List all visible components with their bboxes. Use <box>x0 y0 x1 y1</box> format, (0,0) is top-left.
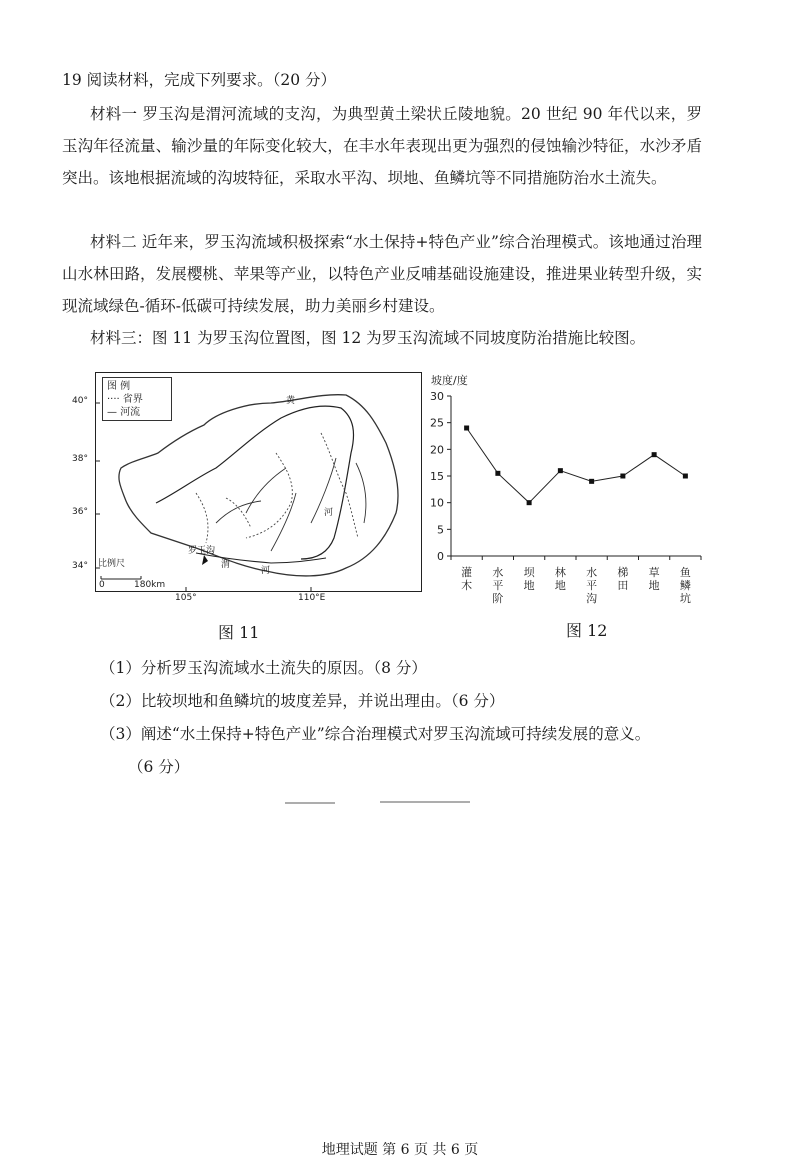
label-he2: 河 <box>261 566 271 576</box>
lon-110: 110°E <box>298 593 326 603</box>
label-wei: 渭 <box>221 560 231 570</box>
label-huang: 黄 <box>286 396 296 406</box>
map-legend <box>102 377 172 421</box>
scale-zero: 0 <box>99 580 105 590</box>
scale-km: 180km <box>134 580 166 590</box>
legend-title: 图 例 <box>107 381 131 392</box>
y-tick-label: 25 <box>430 416 444 430</box>
location-map <box>95 372 422 592</box>
y-tick-label: 10 <box>430 496 444 510</box>
x-tick-label: 坝地 <box>523 566 535 592</box>
sub-question-3-score: （6 分） <box>128 758 190 776</box>
x-tick-label: 鱼鳞坑 <box>679 566 691 605</box>
data-point <box>495 471 500 476</box>
y-tick-label: 5 <box>437 523 444 537</box>
lat-36: 36° <box>72 507 88 517</box>
chart-ylabel: 坡度/度 <box>431 374 468 387</box>
y-tick-label: 30 <box>430 390 444 403</box>
data-point <box>683 474 688 479</box>
question-title: 19 阅读材料，完成下列要求。（20 分） <box>62 71 337 89</box>
slope-chart <box>425 370 715 615</box>
divider-left <box>285 802 335 804</box>
lat-40: 40° <box>72 396 88 406</box>
scale-label: 比例尺 <box>98 559 126 569</box>
x-tick-label: 水平阶 <box>492 566 504 605</box>
x-tick-label: 草地 <box>648 566 660 592</box>
sub-question-3: （3）阐述“水土保持+特色产业”综合治理模式对罗玉沟流域可持续发展的意义。 <box>100 725 651 743</box>
material-3: 材料三：图 11 为罗玉沟位置图，图 12 为罗玉沟流域不同坡度防治措施比较图。 <box>90 329 646 347</box>
fig11-caption: 图 11 <box>218 623 260 642</box>
x-tick-label: 灌木 <box>461 566 473 592</box>
data-point <box>620 474 625 479</box>
y-tick-label: 15 <box>430 470 444 483</box>
label-he: 河 <box>324 508 334 518</box>
lat-34: 34° <box>72 561 88 571</box>
x-tick-label: 林地 <box>554 566 566 592</box>
label-luoyugou: 罗玉沟 <box>188 546 216 556</box>
divider-right <box>380 801 470 803</box>
x-tick-label: 梯田 <box>617 566 629 592</box>
lat-38: 38° <box>72 454 88 464</box>
page-footer: 地理试题 第 6 页 共 6 页 <box>321 1142 479 1158</box>
data-point <box>652 452 657 457</box>
sub-question-1: （1）分析罗玉沟流域水土流失的原因。（8 分） <box>100 659 427 677</box>
data-point <box>527 500 532 505</box>
y-tick-label: 0 <box>437 550 444 563</box>
material-1: 材料一 罗玉沟是渭河流域的支沟，为典型黄土梁状丘陵地貌。20 世纪 90 年代以来，罗玉沟年径流量、输沙量的年际变化较大，在丰水年表现出更为强烈的侵蚀输沙特征，水沙矛盾突出。该地根据流域的沟坡特征，采取水平沟、坝地、鱼鳞坑等不同措施防治水土流失。 <box>62 105 702 187</box>
sub-question-2: （2）比较坝地和鱼鳞坑的坡度差异，并说出理由。（6 分） <box>100 692 505 710</box>
series-line <box>467 428 686 503</box>
material-2: 材料二 近年来，罗玉沟流域积极探索“水土保持+特色产业”综合治理模式。该地通过治理山水林田路，发展樱桃、苹果等产业，以特色产业反哺基础设施建设，推进果业转型升级，实现流域绿色-循环-低碳可持续发展，助力美丽乡村建设。 <box>62 233 702 315</box>
data-point <box>589 479 594 484</box>
x-tick-label: 水平沟 <box>586 566 598 605</box>
data-point <box>558 468 563 473</box>
legend-border: ···· 省界 <box>107 394 143 405</box>
lon-105: 105° <box>175 593 197 603</box>
legend-river: — 河流 <box>107 407 141 418</box>
y-tick-label: 20 <box>430 443 444 457</box>
data-point <box>464 426 469 431</box>
fig12-caption: 图 12 <box>566 621 608 640</box>
